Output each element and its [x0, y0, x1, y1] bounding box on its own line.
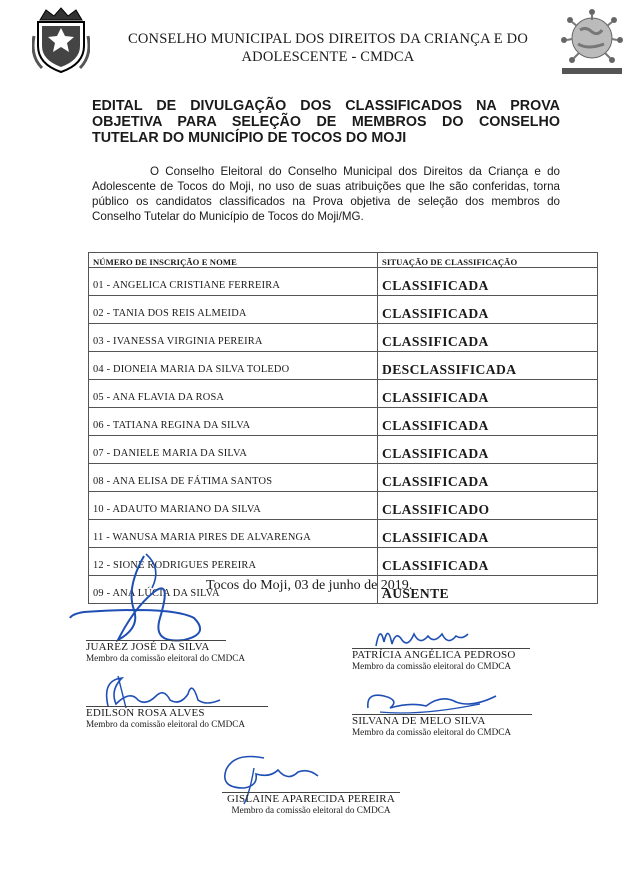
candidate-name: 06 - TATIANA REGINA DA SILVA: [89, 408, 378, 436]
classification-status: CLASSIFICADA: [378, 268, 598, 296]
table-row: [89, 436, 598, 464]
classification-status: CLASSIFICADA: [378, 548, 598, 576]
signer-name: GISLAINE APARECIDA PEREIRA: [227, 793, 395, 805]
candidate-name: 10 - ADAUTO MARIANO DA SILVA: [89, 492, 378, 520]
table-row: [89, 408, 598, 436]
classification-status: AUSENTE: [378, 576, 598, 604]
organization-name: [108, 30, 548, 66]
classification-status: DESCLASSIFICADA: [378, 352, 598, 380]
candidate-name: 09 - ANA LÚCIA DA SILVA: [89, 576, 378, 604]
classification-status: CLASSIFICADO: [378, 492, 598, 520]
classification-status: CLASSIFICADA: [378, 324, 598, 352]
place-and-date: Tocos do Moji, 03 de junho de 2019.: [206, 578, 413, 593]
signature-block-patricia: [352, 648, 530, 671]
candidate-name: 07 - DANIELE MARIA DA SILVA: [89, 436, 378, 464]
signer-role: Membro da comissão eleitoral do CMDCA: [86, 719, 245, 729]
column-header-name: NÚMERO DE INSCRIÇÃO E NOME: [89, 253, 378, 268]
signer-role: Membro da comissão eleitoral do CMDCA: [352, 661, 511, 671]
signer-name: PATRÍCIA ANGÉLICA PEDROSO: [352, 649, 516, 661]
signer-name: JUAREZ JOSÉ DA SILVA: [86, 641, 210, 653]
table-row: [89, 492, 598, 520]
table-row: [89, 520, 598, 548]
organization-name-line1: CONSELHO MUNICIPAL DOS DIREITOS DA CRIANÇA E DO: [128, 31, 528, 47]
signature-block-silvana: [352, 714, 532, 737]
classification-status: CLASSIFICADA: [378, 296, 598, 324]
candidate-name: 04 - DIONEIA MARIA DA SILVA TOLEDO: [89, 352, 378, 380]
signature-block-gislaine: [222, 792, 400, 815]
classification-status: CLASSIFICADA: [378, 436, 598, 464]
table-row: [89, 380, 598, 408]
coat-of-arms-icon: [32, 6, 90, 74]
organization-name-line2: ADOLESCENTE - CMDCA: [241, 49, 415, 65]
classification-status: CLASSIFICADA: [378, 520, 598, 548]
candidate-name: 11 - WANUSA MARIA PIRES DE ALVARENGA: [89, 520, 378, 548]
table-row: [89, 324, 598, 352]
signature-block-juarez: [86, 640, 245, 663]
candidate-name: 01 - ANGELICA CRISTIANE FERREIRA: [89, 268, 378, 296]
table-row: [89, 268, 598, 296]
classification-status: CLASSIFICADA: [378, 464, 598, 492]
signer-role: Membro da comissão eleitoral do CMDCA: [231, 805, 391, 815]
candidate-name: 03 - IVANESSA VIRGINIA PEREIRA: [89, 324, 378, 352]
candidate-name: 05 - ANA FLAVIA DA ROSA: [89, 380, 378, 408]
intro-paragraph: O Conselho Eleitoral do Conselho Municipal dos Direitos da Criança e do Adolescente de Tocos do Moji, no uso de suas atribuições que lhe são conferidas, torna público os candidatos classificados na Prova objetiva de seleção dos membros do Conselho Tutelar do Município de Tocos do Moji/MG.: [92, 165, 560, 223]
candidate-name: 08 - ANA ELISA DE FÁTIMA SANTOS: [89, 464, 378, 492]
classification-status: CLASSIFICADA: [378, 380, 598, 408]
column-header-status: SITUAÇÃO DE CLASSIFICAÇÃO: [378, 253, 598, 268]
signer-name: SILVANA DE MELO SILVA: [352, 715, 486, 727]
candidate-name: 02 - TANIA DOS REIS ALMEIDA: [89, 296, 378, 324]
table-row: [89, 464, 598, 492]
signature-block-edilson: [86, 706, 268, 729]
signer-role: Membro da comissão eleitoral do CMDCA: [86, 653, 245, 663]
document-title: EDITAL DE DIVULGAÇÃO DOS CLASSIFICADOS NA PROVA OBJETIVA PARA SELEÇÃO DE MEMBROS DO CONSELHO TUTELAR DO MUNICÍPIO DE TOCOS DO MOJI: [92, 98, 560, 146]
classification-status: CLASSIFICADA: [378, 408, 598, 436]
table-header-row: [89, 253, 598, 268]
signer-name: EDILSON ROSA ALVES: [86, 707, 205, 719]
signer-role: Membro da comissão eleitoral do CMDCA: [352, 727, 511, 737]
children-globe-logo-icon: [556, 6, 628, 76]
table-row: [89, 296, 598, 324]
candidate-name: 12 - SIONE RODRIGUES PEREIRA: [89, 548, 378, 576]
table-row: [89, 352, 598, 380]
